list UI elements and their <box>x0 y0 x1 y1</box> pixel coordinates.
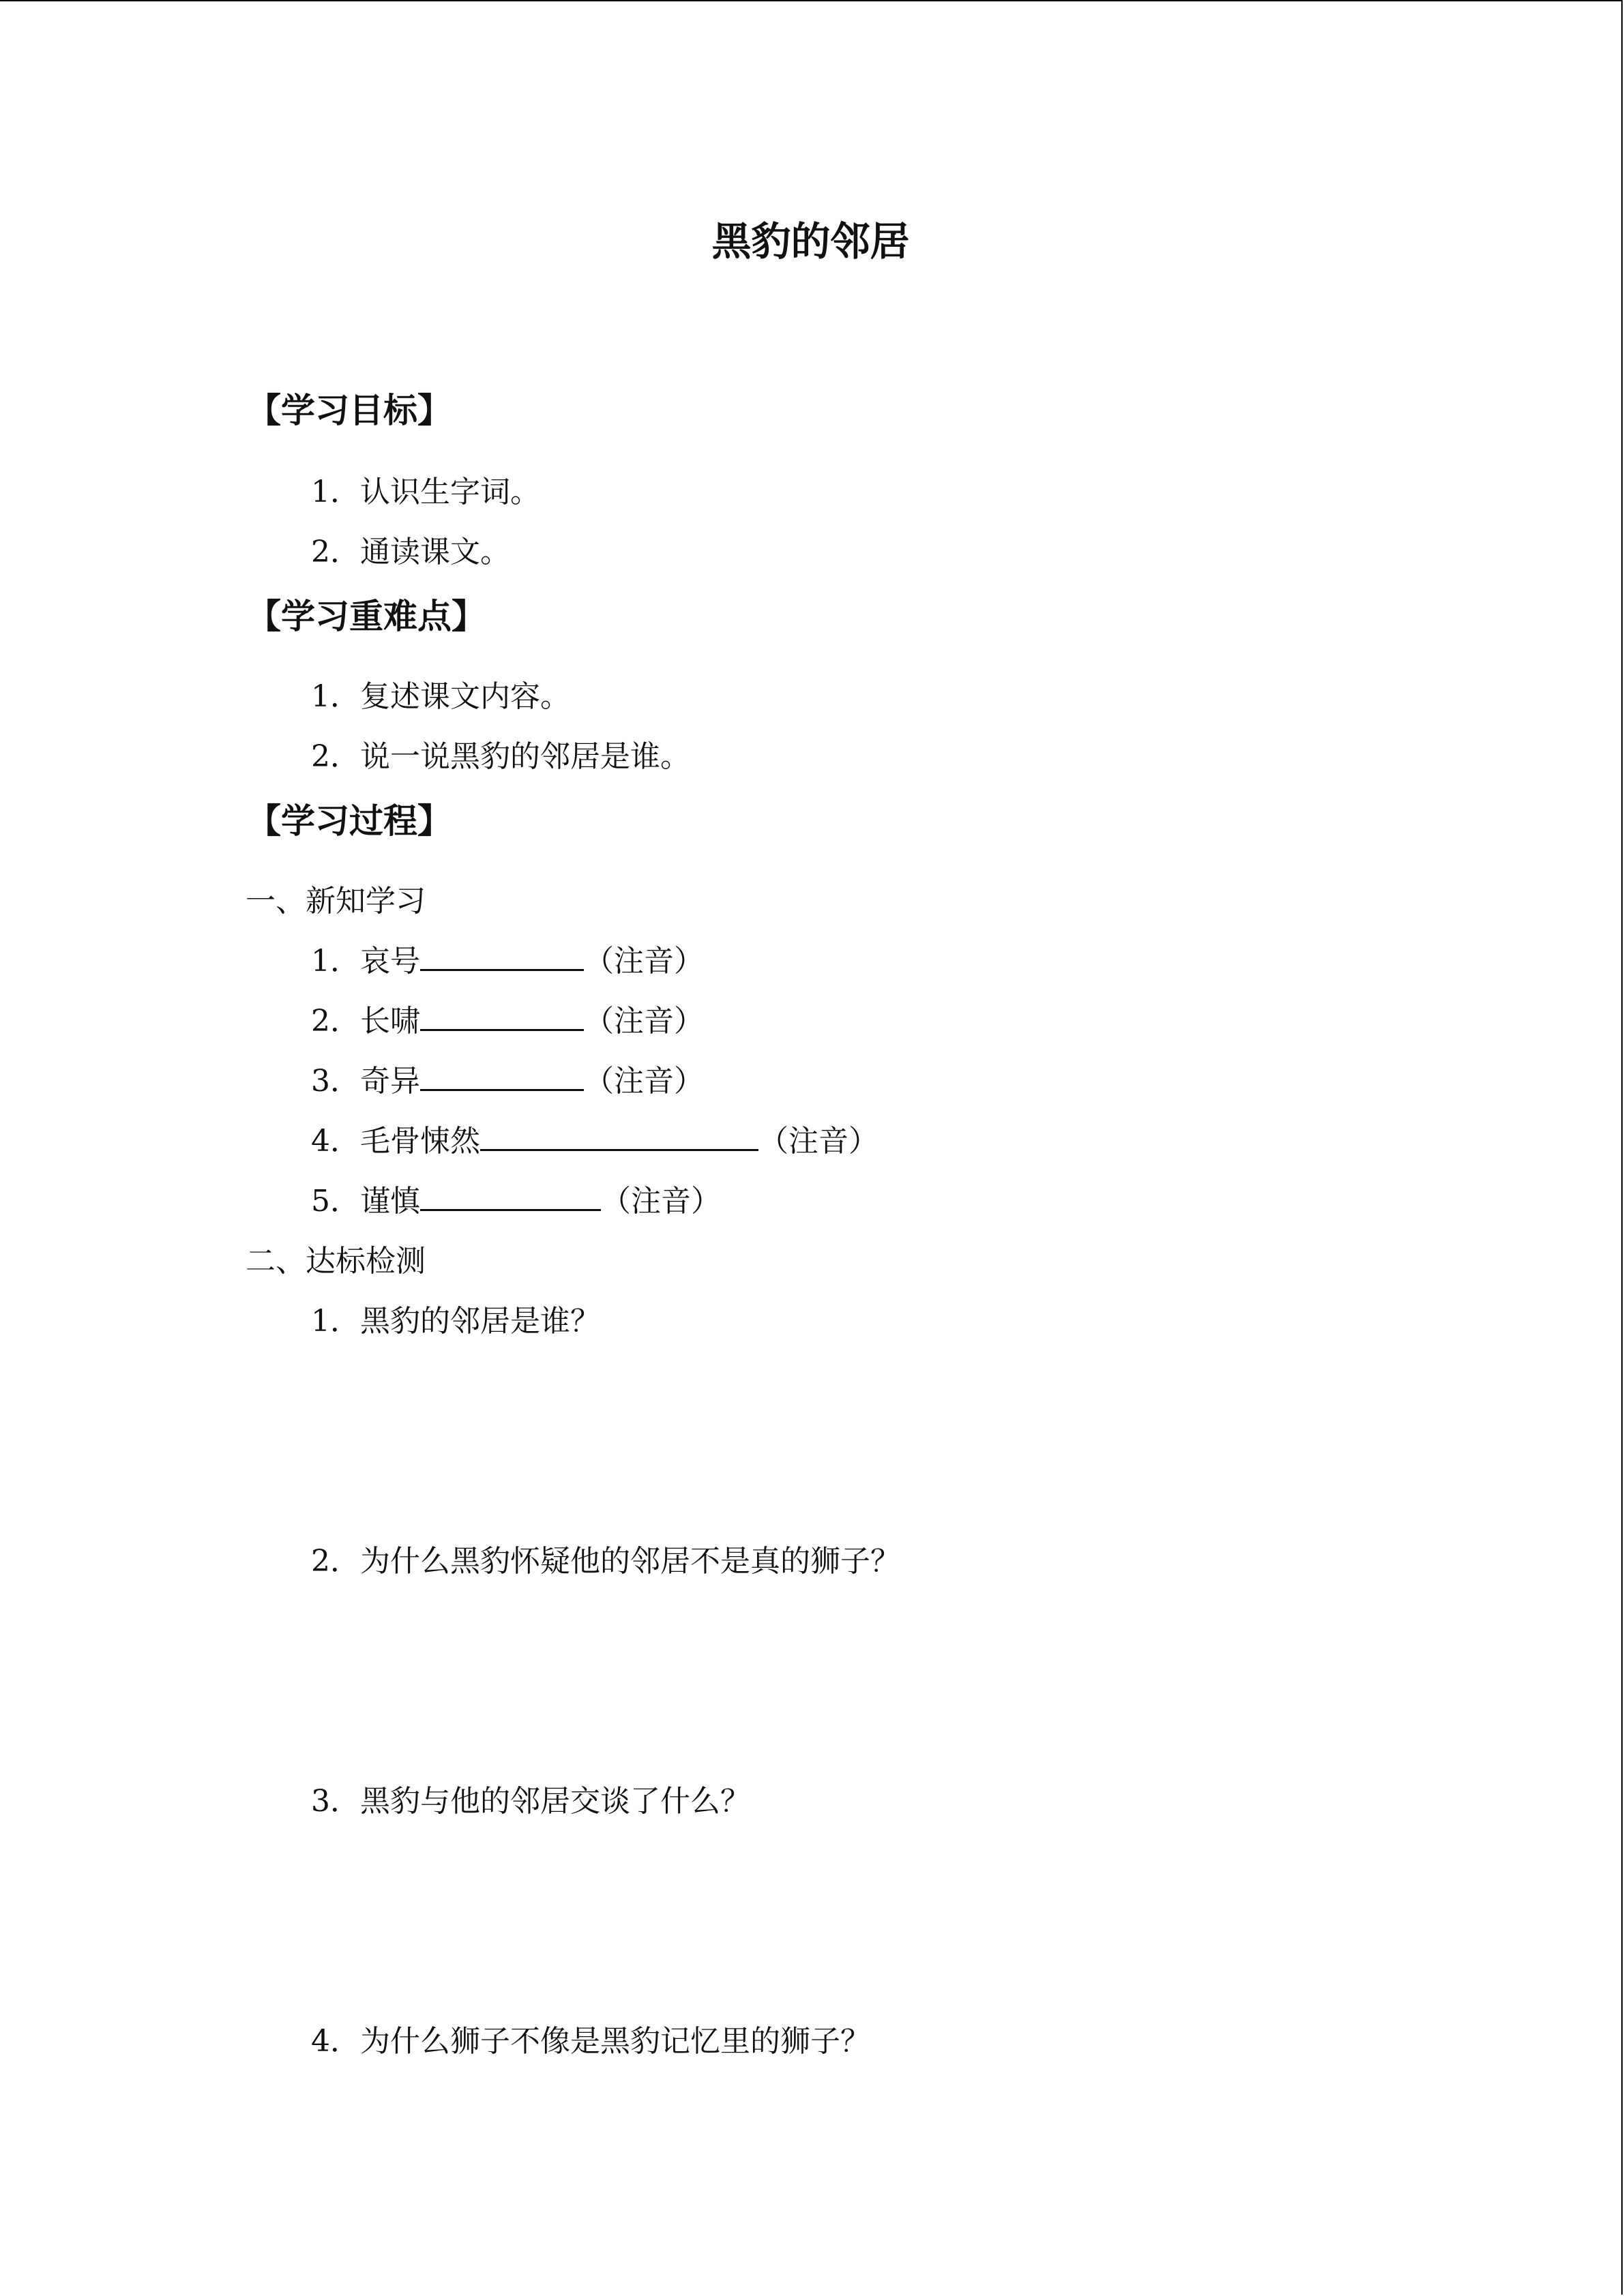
objective-item <box>311 468 540 516</box>
key-point-item <box>311 673 570 721</box>
item-number: 1． <box>311 1304 360 1339</box>
item-number: 4． <box>311 2024 360 2059</box>
document-title: 黑豹的邻居 <box>711 218 910 265</box>
item-text: 认识生字词。 <box>360 475 540 509</box>
pinyin-exercise-item <box>311 1118 879 1165</box>
question-text: 为什么狮子不像是黑豹记忆里的狮子？ <box>360 2024 870 2059</box>
item-number: 2． <box>311 1544 360 1579</box>
section-heading-objectives: 【学习目标】 <box>247 391 452 430</box>
instruction-note: （注音） <box>584 944 704 979</box>
item-number: 5． <box>311 1184 360 1219</box>
question-item <box>311 1298 600 1345</box>
item-number: 4． <box>311 1124 360 1159</box>
item-number: 1． <box>311 475 360 509</box>
answer-blank[interactable] <box>420 1178 601 1211</box>
item-text: 通读课文。 <box>360 535 510 569</box>
objective-item <box>311 528 510 576</box>
item-number: 2． <box>311 739 360 774</box>
question-text: 黑豹与他的邻居交谈了什么？ <box>360 1784 750 1819</box>
item-number: 3． <box>311 1784 360 1819</box>
question-item <box>311 2018 870 2066</box>
question-text: 黑豹的邻居是谁？ <box>360 1304 600 1339</box>
section-heading-key-points: 【学习重难点】 <box>247 597 486 636</box>
question-item <box>311 1538 900 1585</box>
subsection-heading-assessment: 二、达标检测 <box>246 1244 426 1279</box>
instruction-note: （注音） <box>584 1004 704 1039</box>
section-heading-process: 【学习过程】 <box>247 801 452 841</box>
question-item <box>311 1778 750 1825</box>
item-text: 说一说黑豹的邻居是谁。 <box>360 739 690 774</box>
item-number: 1． <box>311 679 360 714</box>
item-text: 复述课文内容。 <box>360 679 570 714</box>
pinyin-exercise-item <box>311 998 704 1045</box>
item-number: 1． <box>311 944 360 979</box>
answer-blank[interactable] <box>420 998 584 1031</box>
instruction-note: （注音） <box>758 1124 879 1159</box>
vocab-word: 长啸 <box>360 1004 420 1039</box>
pinyin-exercise-item <box>311 938 704 985</box>
instruction-note: （注音） <box>584 1064 704 1099</box>
vocab-word: 谨慎 <box>360 1184 420 1219</box>
question-text: 为什么黑豹怀疑他的邻居不是真的狮子？ <box>360 1544 900 1579</box>
key-point-item <box>311 733 690 781</box>
answer-blank[interactable] <box>420 938 584 971</box>
item-number: 2． <box>311 1004 360 1039</box>
item-number: 2． <box>311 535 360 569</box>
answer-blank[interactable] <box>420 1058 584 1091</box>
answer-blank[interactable] <box>480 1118 758 1151</box>
vocab-word: 奇异 <box>360 1064 420 1099</box>
vocab-word: 哀号 <box>360 944 420 979</box>
pinyin-exercise-item <box>311 1178 721 1225</box>
vocab-word: 毛骨悚然 <box>360 1124 480 1159</box>
pinyin-exercise-item <box>311 1058 704 1105</box>
subsection-heading-new-knowledge: 一、新知学习 <box>246 884 426 919</box>
instruction-note: （注音） <box>601 1184 721 1219</box>
item-number: 3． <box>311 1064 360 1099</box>
